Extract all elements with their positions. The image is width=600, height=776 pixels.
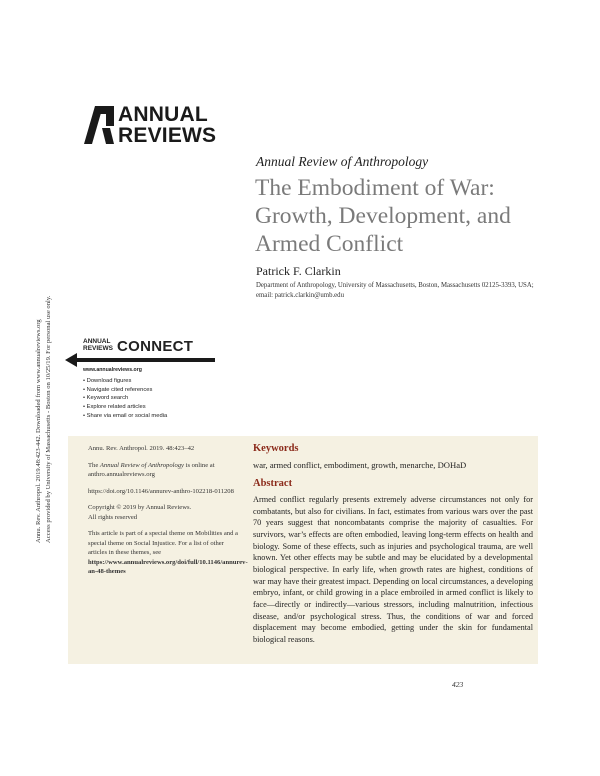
theme-note: This article is part of a special theme on Mobilities and a special theme on Social Injustice. For a list of other articles in these themes, see https://www.annualreviews.org/doi/full/10.1146/annurev-an-48-themes <box>88 530 248 575</box>
copyright: Copyright © 2019 by Annual Reviews. All rights reserved <box>88 504 192 521</box>
annual-reviews-connect[interactable] <box>65 338 220 428</box>
left-arrow-icon <box>65 353 215 367</box>
connect-item-cited-references: • Navigate cited references <box>83 386 167 395</box>
online-journal: Annual Review of Anthropology <box>99 461 184 469</box>
theme-url-link[interactable]: https://www.annualreviews.org/doi/full/10.1146/annurev-an-48-themes <box>88 558 248 575</box>
download-notice-line2: Access provided by University of Massachusetts - Boston on 10/25/19. For personal use only. <box>44 295 52 543</box>
connect-feature-list <box>83 377 167 421</box>
connect-item-download-figures: • Download figures <box>83 377 167 386</box>
abstract-heading: Abstract <box>253 478 293 489</box>
author-name: Patrick F. Clarkin <box>256 264 341 278</box>
connect-item-related-articles: • Explore related articles <box>83 403 167 412</box>
keywords-list: war, armed conflict, embodiment, growth, menarche, DOHaD <box>253 460 467 470</box>
keywords-abstract-column <box>253 443 533 646</box>
annual-reviews-logo <box>84 104 216 150</box>
connect-item-keyword-search: • Keyword search <box>83 394 167 403</box>
page-number: 423 <box>452 680 464 689</box>
abstract-text: Armed conflict regularly presents extremely adverse circumstances not only for combatants, but also for civilians. In fact, estimates from various wars over the past 70 years suggest that noncombatants comprise the majority of casualties. For survivors, war’s effects are often embodied, leaving long-term effects on health and biology. Some of these effects, such as injuries and psychological trauma, are well known. Yet other effects may be subtle and may be elucidated by a developmental biological perspective. In early life, when growth rates are highest, conditions of war may have their greatest impact. Depending on local circumstances, a developing embryo, infant, or child growing in a place embroiled in armed conflict is likely to face—directly or indirectly—various stressors, including malnutrition, infectious disease, and/or psychological stress. Thus, the conditions of war and forced displacement may become embodied, getting under the skin for fundamental biological reasons. <box>253 495 533 644</box>
connect-item-share: • Share via email or social media <box>83 412 167 421</box>
logo-line-annual: ANNUAL <box>118 103 208 126</box>
doi-link[interactable]: https://doi.org/10.1146/annurev-anthro-102218-011208 <box>88 487 234 495</box>
connect-small-line1: ANNUAL <box>83 338 111 345</box>
logo-line-reviews: REVIEWS <box>118 124 217 147</box>
download-notice-line1: Annu. Rev. Anthropol. 2019.48:423-442. Downloaded from www.annualreviews.org <box>35 319 42 543</box>
journal-name: Annual Review of Anthropology <box>256 154 429 169</box>
author-affiliation: Department of Anthropology, University of Massachusetts, Boston, Massachusetts 02125-3393, USA; email: patrick.clarkin@umb.edu <box>256 282 534 299</box>
article-info-column <box>88 444 248 584</box>
citation: Annu. Rev. Anthropol. 2019. 48:423–42 <box>88 445 195 452</box>
connect-url[interactable]: www.annualreviews.org <box>83 367 142 373</box>
keywords-heading: Keywords <box>253 443 299 454</box>
connect-title: CONNECT <box>117 338 194 355</box>
article-title: The Embodiment of War: Growth, Development, and Armed Conflict <box>255 175 511 257</box>
ar-logo-mark-icon <box>84 106 114 144</box>
online-note: The Annual Review of Anthropology is online at anthro.annualreviews.org <box>88 461 215 478</box>
connect-small-line2: REVIEWS <box>83 345 113 352</box>
